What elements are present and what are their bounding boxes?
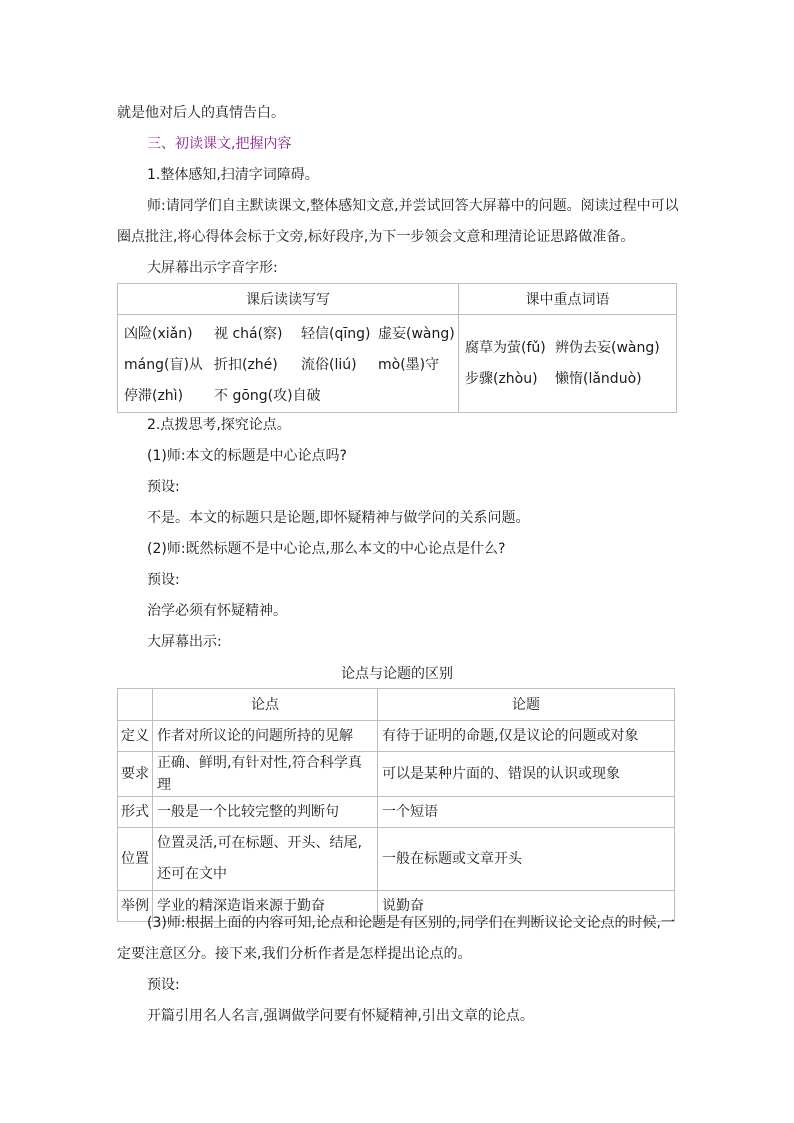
paragraph-line: 2.点拨思考,探究论点。 <box>147 417 291 433</box>
vocab-word: 停滞(zhì) <box>124 388 184 404</box>
table-title: 论点与论题的区别 <box>341 666 453 682</box>
paragraph-line: 1.整体感知,扫清字词障碍。 <box>147 167 319 183</box>
vocab-word: 流俗(liú) <box>301 357 357 373</box>
vocab-word: 腐草为萤(fǔ) <box>465 339 546 356</box>
vocab-table <box>117 283 677 413</box>
diff-header-topic: 论题 <box>378 689 675 721</box>
vocab-left-cell <box>118 315 459 413</box>
paragraph-line: (3)师:根据上面的内容可知,论点和论题是有区别的,同学们在判断议论文论点的时候,一 <box>147 915 675 931</box>
vocab-word: mò(墨)守 <box>378 357 440 373</box>
vocab-word: máng(盲)从 <box>124 357 203 373</box>
table-row <box>118 828 675 891</box>
vocab-word: 虚妄(wàng) <box>378 326 455 342</box>
table-row <box>118 797 675 828</box>
row-label: 定义 <box>118 721 153 752</box>
vocab-row <box>124 319 458 350</box>
topic-cell: 一个短语 <box>378 797 675 828</box>
vocab-word: 轻信(qīng) <box>301 326 371 342</box>
vocab-header-left: 课后读读写写 <box>118 284 459 315</box>
paragraph-line: 师:请同学们自主默读课文,整体感知文意,并尝试回答大屏幕中的问题。阅读过程中可以 <box>147 198 679 214</box>
paragraph-line: 治学必须有怀疑精神。 <box>147 603 287 619</box>
paragraph-line: 定要注意区分。接下来,我们分析作者是怎样提出论点的。 <box>117 946 472 962</box>
diff-header-point: 论点 <box>153 689 378 721</box>
paragraph-line: (2)师:既然标题不是中心论点,那么本文的中心论点是什么? <box>147 541 506 557</box>
topic-cell: 说勤奋 <box>378 891 675 922</box>
vocab-row <box>465 333 676 364</box>
paragraph-line: 开篇引用名人名言,强调做学问要有怀疑精神,引出文章的论点。 <box>147 1008 534 1024</box>
paragraph-line: 大屏幕出示: <box>147 634 222 650</box>
paragraph-line: 预设: <box>147 977 180 993</box>
vocab-word: 辨伪去妄(wàng) <box>555 339 660 356</box>
row-label: 要求 <box>118 752 153 797</box>
paragraph-line: 不是。本文的标题只是论题,即怀疑精神与做学问的关系问题。 <box>147 510 530 526</box>
vocab-word: 视 chá(察) <box>214 326 283 342</box>
topic-cell: 有待于证明的命题,仅是议论的问题或对象 <box>378 721 675 752</box>
point-cell: 一般是一个比较完整的判断句 <box>153 797 378 828</box>
row-label: 形式 <box>118 797 153 828</box>
table-row <box>118 721 675 752</box>
row-label: 举例 <box>118 891 153 922</box>
vocab-row <box>465 364 676 395</box>
paragraph-line: 圈点批注,将心得体会标于文旁,标好段序,为下一步领会文意和理清论证思路做准备。 <box>117 229 635 245</box>
vocab-word: 折扣(zhé) <box>214 357 278 373</box>
paragraph-line: 大屏幕出示字音字形: <box>147 260 278 276</box>
vocab-word: 凶险(xiǎn) <box>124 326 193 342</box>
paragraph-line: 预设: <box>147 479 180 495</box>
diff-header-blank <box>118 689 153 721</box>
point-cell: 正确、鲜明,有针对性,符合科学真理 <box>153 752 378 797</box>
paragraph-line: 就是他对后人的真情告白。 <box>117 105 285 121</box>
difference-table <box>117 688 675 922</box>
vocab-word: 不 gōng(攻)自破 <box>214 388 321 404</box>
paragraph-line: (1)师:本文的标题是中心论点吗? <box>147 448 347 464</box>
vocab-row <box>124 381 458 412</box>
vocab-row <box>124 350 458 381</box>
vocab-word: 懒惰(lǎnduò) <box>555 370 642 387</box>
point-cell: 位置灵活,可在标题、开头、结尾,还可在文中 <box>153 828 378 891</box>
topic-cell: 一般在标题或文章开头 <box>378 828 675 891</box>
vocab-word: 步骤(zhòu) <box>465 370 538 387</box>
point-cell: 作者对所议论的问题所持的见解 <box>153 721 378 752</box>
paragraph-line: 预设: <box>147 572 180 588</box>
vocab-header-right: 课中重点词语 <box>459 284 677 315</box>
vocab-right-cell <box>459 315 677 413</box>
table-row <box>118 752 675 797</box>
row-label: 位置 <box>118 828 153 891</box>
point-cell: 学业的精深造诣来源于勤奋 <box>153 891 378 922</box>
section-heading: 三、初读课文,把握内容 <box>147 136 292 152</box>
topic-cell: 可以是某种片面的、错误的认识或现象 <box>378 752 675 797</box>
